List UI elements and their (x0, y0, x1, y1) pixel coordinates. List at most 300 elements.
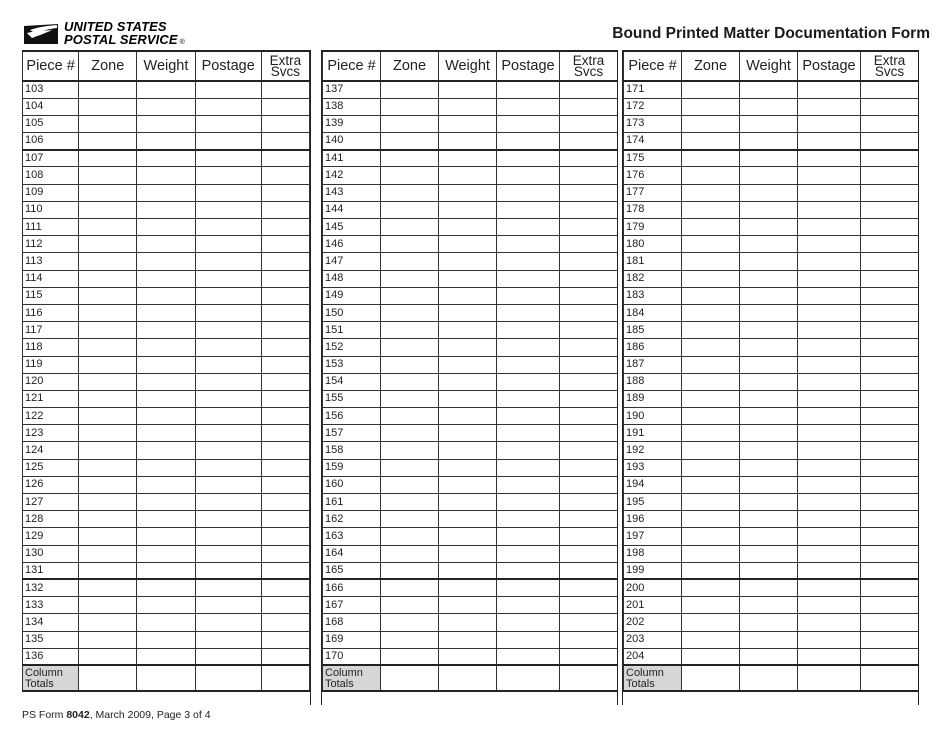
zone-cell[interactable] (682, 494, 740, 511)
extra-svcs-cell[interactable] (261, 115, 309, 132)
extra-svcs-cell[interactable] (261, 579, 309, 596)
zone-cell[interactable] (682, 545, 740, 562)
extra-svcs-cell[interactable] (261, 545, 309, 562)
postage-cell[interactable] (798, 201, 861, 218)
zone-cell[interactable] (79, 511, 137, 528)
postage-cell[interactable] (195, 115, 261, 132)
zone-cell[interactable] (682, 562, 740, 579)
zone-cell[interactable] (682, 115, 740, 132)
weight-cell[interactable] (137, 219, 195, 236)
zone-cell[interactable] (682, 150, 740, 167)
weight-cell[interactable] (740, 167, 798, 184)
weight-cell[interactable] (137, 614, 195, 631)
extra-svcs-cell[interactable] (861, 304, 919, 321)
weight-cell[interactable] (439, 631, 497, 648)
weight-cell[interactable] (439, 287, 497, 304)
zone-cell[interactable] (79, 270, 137, 287)
extra-svcs-cell[interactable] (861, 476, 919, 493)
zone-cell[interactable] (682, 373, 740, 390)
extra-svcs-cell[interactable] (861, 562, 919, 579)
postage-cell[interactable] (798, 98, 861, 115)
extra-svcs-cell[interactable] (861, 511, 919, 528)
zone-cell[interactable] (381, 408, 439, 425)
postage-cell[interactable] (497, 304, 560, 321)
zone-cell[interactable] (79, 356, 137, 373)
zone-cell[interactable] (682, 631, 740, 648)
extra-svcs-cell[interactable] (861, 167, 919, 184)
postage-cell[interactable] (195, 528, 261, 545)
weight-cell[interactable] (740, 115, 798, 132)
zone-cell[interactable] (79, 115, 137, 132)
postage-cell[interactable] (798, 270, 861, 287)
extra-svcs-cell[interactable] (261, 648, 309, 665)
zone-cell[interactable] (79, 528, 137, 545)
postage-cell[interactable] (798, 631, 861, 648)
postage-cell[interactable] (195, 167, 261, 184)
extra-svcs-cell[interactable] (560, 98, 618, 115)
zone-cell[interactable] (381, 184, 439, 201)
weight-cell[interactable] (740, 270, 798, 287)
zone-cell[interactable] (79, 322, 137, 339)
extra-svcs-cell[interactable] (861, 339, 919, 356)
zone-cell[interactable] (682, 579, 740, 596)
postage-cell[interactable] (195, 511, 261, 528)
zone-cell[interactable] (381, 339, 439, 356)
extra-svcs-cell[interactable] (261, 528, 309, 545)
zone-cell[interactable] (79, 562, 137, 579)
weight-cell[interactable] (740, 304, 798, 321)
weight-cell[interactable] (740, 373, 798, 390)
weight-cell[interactable] (439, 236, 497, 253)
zone-cell[interactable] (381, 167, 439, 184)
weight-total-cell[interactable] (740, 665, 798, 691)
zone-cell[interactable] (381, 270, 439, 287)
zone-cell[interactable] (381, 133, 439, 150)
zone-cell[interactable] (79, 476, 137, 493)
postage-cell[interactable] (798, 356, 861, 373)
zone-cell[interactable] (381, 390, 439, 407)
zone-cell[interactable] (79, 98, 137, 115)
extra-svcs-cell[interactable] (261, 304, 309, 321)
weight-cell[interactable] (137, 545, 195, 562)
extra-svcs-cell[interactable] (861, 236, 919, 253)
weight-cell[interactable] (137, 81, 195, 98)
postage-cell[interactable] (497, 201, 560, 218)
postage-cell[interactable] (798, 167, 861, 184)
postage-cell[interactable] (497, 236, 560, 253)
zone-cell[interactable] (381, 304, 439, 321)
weight-cell[interactable] (137, 150, 195, 167)
weight-cell[interactable] (439, 528, 497, 545)
weight-cell[interactable] (439, 459, 497, 476)
postage-total-cell[interactable] (798, 665, 861, 691)
postage-cell[interactable] (497, 98, 560, 115)
postage-total-cell[interactable] (497, 665, 560, 691)
postage-cell[interactable] (798, 81, 861, 98)
zone-cell[interactable] (79, 304, 137, 321)
extra-svcs-cell[interactable] (261, 425, 309, 442)
extra-svcs-cell[interactable] (560, 494, 618, 511)
postage-cell[interactable] (195, 631, 261, 648)
weight-cell[interactable] (439, 304, 497, 321)
extra-svcs-cell[interactable] (861, 287, 919, 304)
zone-cell[interactable] (79, 236, 137, 253)
weight-cell[interactable] (439, 322, 497, 339)
weight-cell[interactable] (137, 253, 195, 270)
extra-svcs-cell[interactable] (861, 98, 919, 115)
zone-cell[interactable] (381, 356, 439, 373)
extra-svcs-cell[interactable] (560, 390, 618, 407)
weight-cell[interactable] (137, 287, 195, 304)
weight-cell[interactable] (439, 494, 497, 511)
extra-svcs-cell[interactable] (261, 81, 309, 98)
extra-svcs-cell[interactable] (861, 631, 919, 648)
weight-cell[interactable] (137, 339, 195, 356)
weight-cell[interactable] (740, 150, 798, 167)
postage-cell[interactable] (497, 442, 560, 459)
postage-cell[interactable] (195, 270, 261, 287)
postage-cell[interactable] (195, 459, 261, 476)
postage-cell[interactable] (195, 579, 261, 596)
weight-cell[interactable] (439, 133, 497, 150)
weight-cell[interactable] (740, 390, 798, 407)
extra-svcs-cell[interactable] (261, 373, 309, 390)
extra-svcs-total-cell[interactable] (861, 665, 919, 691)
weight-cell[interactable] (137, 442, 195, 459)
postage-cell[interactable] (798, 219, 861, 236)
weight-cell[interactable] (439, 390, 497, 407)
zone-cell[interactable] (79, 219, 137, 236)
weight-cell[interactable] (137, 528, 195, 545)
postage-cell[interactable] (195, 201, 261, 218)
postage-cell[interactable] (798, 133, 861, 150)
extra-svcs-cell[interactable] (261, 253, 309, 270)
extra-svcs-cell[interactable] (560, 253, 618, 270)
weight-cell[interactable] (740, 219, 798, 236)
weight-cell[interactable] (740, 442, 798, 459)
weight-cell[interactable] (740, 253, 798, 270)
weight-cell[interactable] (137, 270, 195, 287)
weight-total-cell[interactable] (439, 665, 497, 691)
extra-svcs-cell[interactable] (861, 597, 919, 614)
zone-cell[interactable] (682, 219, 740, 236)
postage-cell[interactable] (798, 236, 861, 253)
zone-cell[interactable] (79, 253, 137, 270)
weight-cell[interactable] (439, 98, 497, 115)
extra-svcs-cell[interactable] (861, 201, 919, 218)
postage-cell[interactable] (195, 150, 261, 167)
postage-cell[interactable] (798, 408, 861, 425)
extra-svcs-cell[interactable] (261, 270, 309, 287)
zone-cell[interactable] (381, 614, 439, 631)
weight-cell[interactable] (439, 408, 497, 425)
weight-cell[interactable] (137, 98, 195, 115)
extra-svcs-cell[interactable] (560, 287, 618, 304)
zone-cell[interactable] (79, 408, 137, 425)
weight-cell[interactable] (137, 579, 195, 596)
weight-cell[interactable] (439, 614, 497, 631)
weight-cell[interactable] (740, 648, 798, 665)
extra-svcs-cell[interactable] (261, 390, 309, 407)
zone-cell[interactable] (682, 356, 740, 373)
postage-cell[interactable] (798, 597, 861, 614)
extra-svcs-cell[interactable] (560, 304, 618, 321)
zone-cell[interactable] (381, 425, 439, 442)
extra-svcs-cell[interactable] (560, 270, 618, 287)
postage-cell[interactable] (195, 219, 261, 236)
zone-cell[interactable] (381, 631, 439, 648)
weight-cell[interactable] (740, 184, 798, 201)
zone-cell[interactable] (79, 648, 137, 665)
postage-cell[interactable] (497, 81, 560, 98)
zone-cell[interactable] (381, 597, 439, 614)
weight-cell[interactable] (740, 81, 798, 98)
zone-cell[interactable] (381, 236, 439, 253)
postage-cell[interactable] (195, 81, 261, 98)
zone-cell[interactable] (381, 579, 439, 596)
zone-cell[interactable] (79, 201, 137, 218)
weight-cell[interactable] (439, 150, 497, 167)
extra-svcs-cell[interactable] (861, 184, 919, 201)
zone-cell[interactable] (682, 476, 740, 493)
postage-cell[interactable] (195, 614, 261, 631)
weight-cell[interactable] (740, 597, 798, 614)
weight-cell[interactable] (137, 356, 195, 373)
extra-svcs-cell[interactable] (560, 339, 618, 356)
zone-cell[interactable] (682, 528, 740, 545)
zone-cell[interactable] (79, 442, 137, 459)
zone-cell[interactable] (381, 459, 439, 476)
extra-svcs-cell[interactable] (560, 133, 618, 150)
zone-cell[interactable] (381, 98, 439, 115)
weight-cell[interactable] (137, 304, 195, 321)
zone-cell[interactable] (682, 81, 740, 98)
postage-cell[interactable] (497, 167, 560, 184)
extra-svcs-cell[interactable] (261, 150, 309, 167)
postage-cell[interactable] (195, 356, 261, 373)
weight-cell[interactable] (137, 115, 195, 132)
postage-cell[interactable] (798, 579, 861, 596)
extra-svcs-cell[interactable] (861, 648, 919, 665)
zone-cell[interactable] (79, 373, 137, 390)
weight-cell[interactable] (137, 597, 195, 614)
extra-svcs-cell[interactable] (560, 201, 618, 218)
zone-cell[interactable] (381, 494, 439, 511)
postage-cell[interactable] (195, 322, 261, 339)
postage-cell[interactable] (195, 408, 261, 425)
zone-cell[interactable] (682, 597, 740, 614)
extra-svcs-cell[interactable] (261, 442, 309, 459)
extra-svcs-total-cell[interactable] (261, 665, 309, 691)
weight-cell[interactable] (740, 408, 798, 425)
weight-cell[interactable] (137, 201, 195, 218)
postage-cell[interactable] (497, 322, 560, 339)
weight-cell[interactable] (740, 459, 798, 476)
postage-cell[interactable] (798, 373, 861, 390)
zone-cell[interactable] (381, 115, 439, 132)
weight-cell[interactable] (439, 253, 497, 270)
postage-cell[interactable] (798, 511, 861, 528)
extra-svcs-cell[interactable] (861, 322, 919, 339)
weight-cell[interactable] (740, 425, 798, 442)
extra-svcs-cell[interactable] (560, 219, 618, 236)
weight-total-cell[interactable] (137, 665, 195, 691)
zone-cell[interactable] (682, 236, 740, 253)
weight-cell[interactable] (439, 562, 497, 579)
extra-svcs-cell[interactable] (861, 253, 919, 270)
weight-cell[interactable] (439, 442, 497, 459)
extra-svcs-cell[interactable] (261, 287, 309, 304)
weight-cell[interactable] (137, 648, 195, 665)
postage-cell[interactable] (497, 631, 560, 648)
weight-cell[interactable] (740, 511, 798, 528)
postage-cell[interactable] (497, 528, 560, 545)
weight-cell[interactable] (137, 425, 195, 442)
zone-cell[interactable] (381, 476, 439, 493)
weight-cell[interactable] (740, 614, 798, 631)
extra-svcs-cell[interactable] (261, 631, 309, 648)
extra-svcs-cell[interactable] (261, 133, 309, 150)
extra-svcs-cell[interactable] (861, 408, 919, 425)
zone-cell[interactable] (79, 425, 137, 442)
weight-cell[interactable] (439, 648, 497, 665)
extra-svcs-cell[interactable] (261, 597, 309, 614)
extra-svcs-cell[interactable] (261, 167, 309, 184)
zone-cell[interactable] (682, 408, 740, 425)
postage-cell[interactable] (497, 597, 560, 614)
zone-cell[interactable] (682, 98, 740, 115)
zone-cell[interactable] (682, 304, 740, 321)
postage-cell[interactable] (497, 614, 560, 631)
postage-cell[interactable] (497, 648, 560, 665)
weight-cell[interactable] (439, 339, 497, 356)
extra-svcs-cell[interactable] (261, 184, 309, 201)
zone-total-cell[interactable] (682, 665, 740, 691)
postage-cell[interactable] (195, 339, 261, 356)
postage-cell[interactable] (195, 287, 261, 304)
zone-cell[interactable] (682, 287, 740, 304)
extra-svcs-cell[interactable] (261, 98, 309, 115)
weight-cell[interactable] (740, 579, 798, 596)
postage-cell[interactable] (195, 476, 261, 493)
weight-cell[interactable] (439, 167, 497, 184)
postage-cell[interactable] (195, 390, 261, 407)
extra-svcs-cell[interactable] (261, 511, 309, 528)
extra-svcs-cell[interactable] (861, 390, 919, 407)
weight-cell[interactable] (740, 476, 798, 493)
weight-cell[interactable] (439, 511, 497, 528)
extra-svcs-cell[interactable] (861, 425, 919, 442)
extra-svcs-cell[interactable] (560, 614, 618, 631)
postage-cell[interactable] (195, 648, 261, 665)
extra-svcs-cell[interactable] (261, 459, 309, 476)
extra-svcs-cell[interactable] (861, 115, 919, 132)
extra-svcs-cell[interactable] (560, 459, 618, 476)
zone-cell[interactable] (79, 167, 137, 184)
zone-cell[interactable] (79, 287, 137, 304)
weight-cell[interactable] (137, 322, 195, 339)
postage-cell[interactable] (497, 459, 560, 476)
zone-cell[interactable] (682, 648, 740, 665)
postage-cell[interactable] (798, 442, 861, 459)
postage-cell[interactable] (798, 528, 861, 545)
zone-cell[interactable] (79, 631, 137, 648)
extra-svcs-cell[interactable] (861, 150, 919, 167)
zone-cell[interactable] (79, 494, 137, 511)
extra-svcs-cell[interactable] (560, 545, 618, 562)
zone-cell[interactable] (682, 184, 740, 201)
postage-cell[interactable] (798, 339, 861, 356)
extra-svcs-cell[interactable] (861, 459, 919, 476)
zone-cell[interactable] (682, 167, 740, 184)
zone-cell[interactable] (381, 648, 439, 665)
zone-cell[interactable] (682, 339, 740, 356)
postage-cell[interactable] (195, 545, 261, 562)
zone-cell[interactable] (79, 545, 137, 562)
zone-total-cell[interactable] (381, 665, 439, 691)
zone-cell[interactable] (381, 562, 439, 579)
extra-svcs-cell[interactable] (261, 339, 309, 356)
extra-svcs-cell[interactable] (560, 356, 618, 373)
postage-cell[interactable] (497, 219, 560, 236)
extra-svcs-cell[interactable] (861, 373, 919, 390)
postage-cell[interactable] (497, 356, 560, 373)
zone-cell[interactable] (381, 442, 439, 459)
zone-cell[interactable] (79, 81, 137, 98)
extra-svcs-cell[interactable] (261, 201, 309, 218)
extra-svcs-cell[interactable] (261, 494, 309, 511)
weight-cell[interactable] (439, 579, 497, 596)
weight-cell[interactable] (740, 528, 798, 545)
zone-cell[interactable] (79, 133, 137, 150)
zone-cell[interactable] (79, 614, 137, 631)
postage-cell[interactable] (798, 614, 861, 631)
extra-svcs-cell[interactable] (560, 511, 618, 528)
postage-cell[interactable] (497, 408, 560, 425)
weight-cell[interactable] (137, 184, 195, 201)
postage-cell[interactable] (195, 442, 261, 459)
postage-cell[interactable] (497, 373, 560, 390)
extra-svcs-cell[interactable] (560, 476, 618, 493)
weight-cell[interactable] (740, 631, 798, 648)
zone-cell[interactable] (381, 287, 439, 304)
postage-cell[interactable] (195, 236, 261, 253)
zone-cell[interactable] (381, 545, 439, 562)
postage-cell[interactable] (195, 562, 261, 579)
zone-cell[interactable] (79, 184, 137, 201)
extra-svcs-cell[interactable] (861, 614, 919, 631)
weight-cell[interactable] (137, 236, 195, 253)
weight-cell[interactable] (439, 219, 497, 236)
zone-cell[interactable] (79, 390, 137, 407)
extra-svcs-cell[interactable] (560, 115, 618, 132)
zone-cell[interactable] (682, 511, 740, 528)
postage-cell[interactable] (497, 476, 560, 493)
weight-cell[interactable] (137, 167, 195, 184)
weight-cell[interactable] (439, 425, 497, 442)
postage-cell[interactable] (497, 184, 560, 201)
zone-total-cell[interactable] (79, 665, 137, 691)
weight-cell[interactable] (137, 476, 195, 493)
weight-cell[interactable] (439, 373, 497, 390)
extra-svcs-cell[interactable] (560, 81, 618, 98)
postage-cell[interactable] (497, 270, 560, 287)
postage-cell[interactable] (195, 425, 261, 442)
weight-cell[interactable] (740, 562, 798, 579)
zone-cell[interactable] (381, 511, 439, 528)
postage-cell[interactable] (195, 184, 261, 201)
extra-svcs-cell[interactable] (261, 476, 309, 493)
